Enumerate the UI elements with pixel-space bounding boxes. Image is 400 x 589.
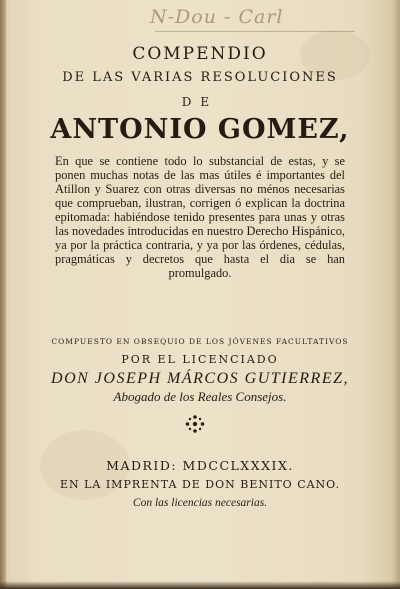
annotation-underline <box>155 31 355 32</box>
imprint-place-date: MADRID: MDCCLXXXIX. <box>106 458 294 473</box>
title-resoluciones: DE LAS VARIAS RESOLUCIONES <box>62 70 338 85</box>
page-bottom-edge <box>0 581 400 589</box>
title-de: DE <box>181 95 219 109</box>
author-name: DON JOSEPH MÁRCOS GUTIERREZ, <box>51 370 349 387</box>
author-role: Abogado de los Reales Consejos. <box>113 389 287 404</box>
description-paragraph: En que se contiene todo lo substancial de estas, y se ponen muchas notas de las mas útiles é importantes del Atillon y Suarez con otras diversas no ménos necesarias que comprueban, ilustran, corrigen ó explican la doctrina epitomada: habiéndose tenido presentes para unas y otras las novedades introducidas en nuestro Derecho Hispánico, ya por la práctica contraria, y ya por las órdenes, cédulas, pragmáticas y decretos que hasta el dia se han promulgado. <box>55 154 345 280</box>
imprint-license: Con las licencias necesarias. <box>132 497 268 509</box>
fleuron-ornament-icon <box>184 414 206 434</box>
dedication-line: COMPUESTO EN OBSEQUIO DE LOS JÓVENES FACULTATIVOS <box>51 337 349 346</box>
imprint-printer: EN LA IMPRENTA DE DON BENITO CANO. <box>59 478 341 491</box>
title-author-name: ANTONIO GOMEZ, <box>50 114 350 145</box>
title-compendio: COMPENDIO <box>132 44 268 64</box>
handwritten-annotation: N-Dou - Carl <box>150 6 284 28</box>
by-line: POR EL LICENCIADO <box>121 353 279 366</box>
